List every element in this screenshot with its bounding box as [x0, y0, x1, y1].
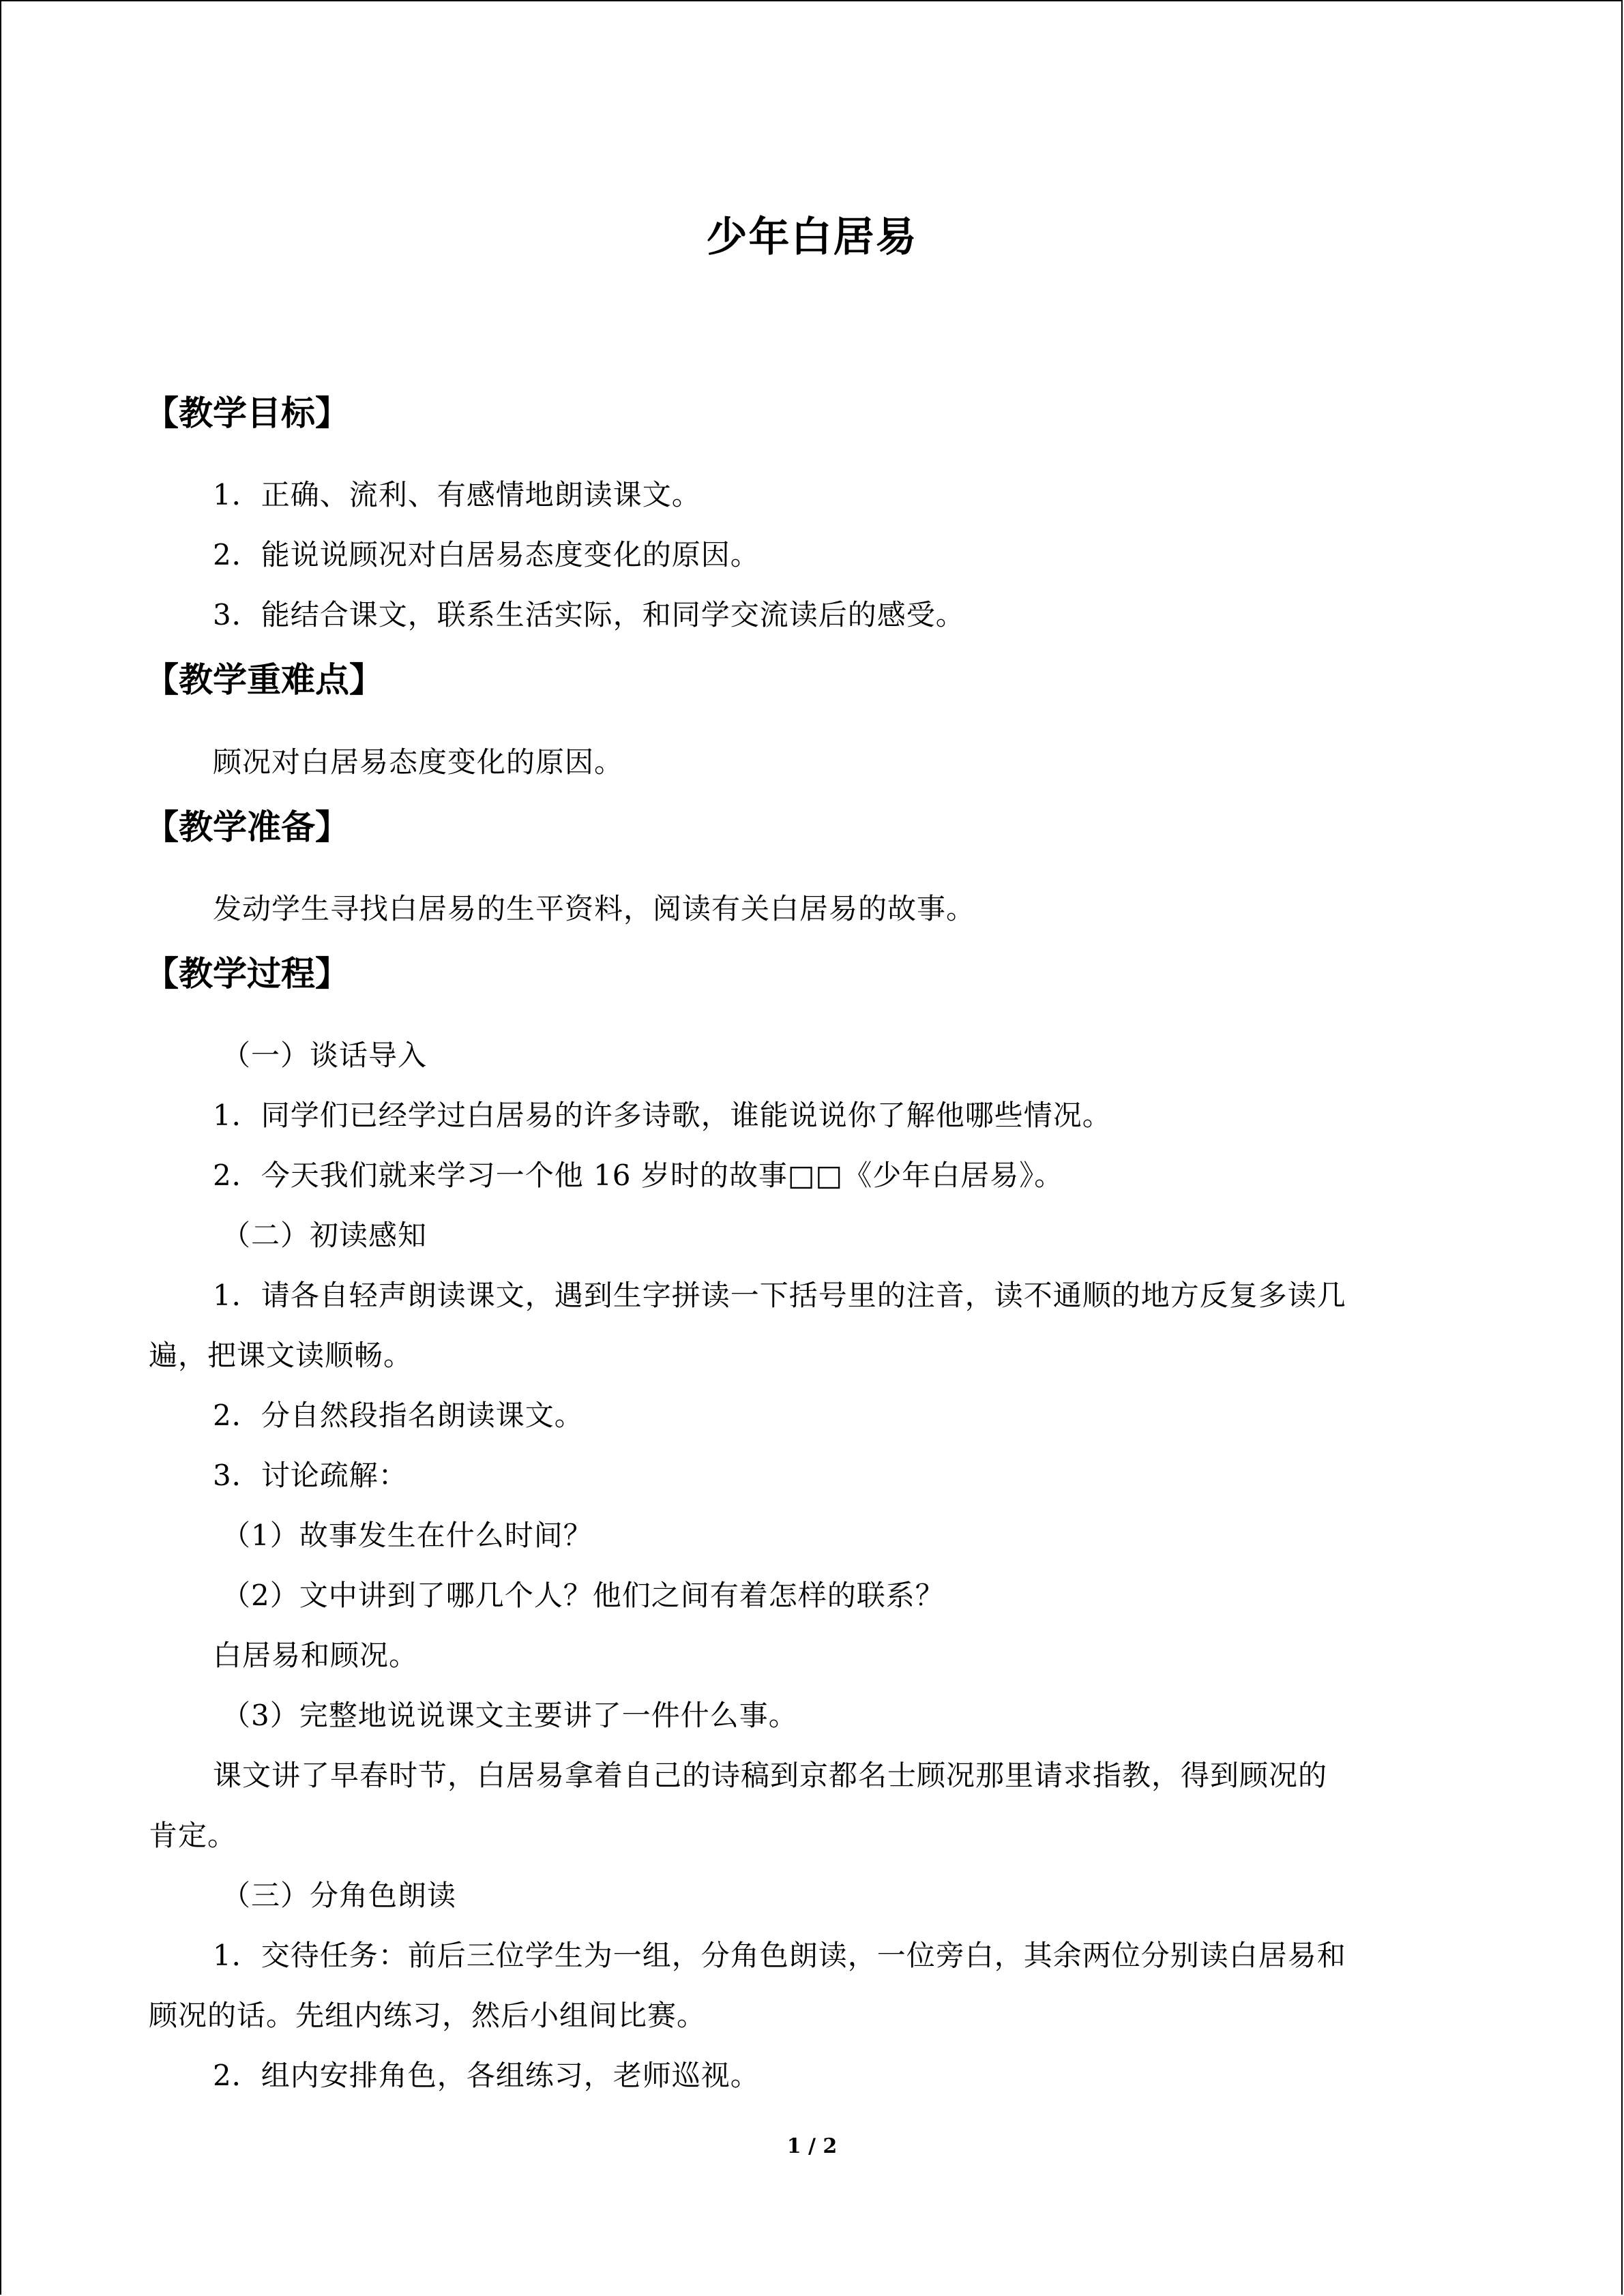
process-line: 1．交待任务：前后三位学生为一组，分角色朗读，一位旁白，其余两位分别读白居易和	[213, 1939, 1346, 1972]
key-points-text: 顾况对白居易态度变化的原因。	[213, 745, 624, 779]
process-line: 3．讨论疏解：	[213, 1459, 408, 1492]
goal-item: 3．能结合课文，联系生活实际，和同学交流读后的感受。	[213, 598, 965, 631]
process-subheading: （三）分角色朗读	[222, 1879, 457, 1912]
section-heading-process: 【教学过程】	[145, 954, 349, 994]
section-heading-key-points: 【教学重难点】	[145, 660, 383, 700]
process-question: （2）文中讲到了哪几个人？他们之间有着怎样的联系？	[222, 1579, 945, 1612]
goal-item: 1．正确、流利、有感情地朗读课文。	[213, 478, 701, 511]
preparation-text: 发动学生寻找白居易的生平资料，阅读有关白居易的故事。	[213, 892, 976, 925]
section-heading-preparation: 【教学准备】	[145, 807, 349, 847]
process-line: 2．今天我们就来学习一个他 16 岁时的故事□□《少年白居易》。	[213, 1159, 1064, 1192]
page-number: 1 / 2	[786, 2134, 838, 2158]
process-line: 2．分自然段指名朗读课文。	[213, 1399, 584, 1432]
goal-item: 2．能说说顾况对白居易态度变化的原因。	[213, 538, 760, 571]
process-subheading: （二）初读感知	[222, 1219, 428, 1252]
process-answer: 白居易和顾况。	[213, 1639, 419, 1672]
process-answer: 肯定。	[149, 1819, 237, 1852]
process-line: 1．同学们已经学过白居易的许多诗歌，谁能说说你了解他哪些情况。	[213, 1099, 1112, 1132]
section-heading-goals: 【教学目标】	[145, 393, 349, 433]
process-line: 1．请各自轻声朗读课文，遇到生字拼读一下括号里的注音，读不通顺的地方反复多读几	[213, 1279, 1346, 1312]
process-question: （1）故事发生在什么时间？	[222, 1519, 593, 1552]
process-answer: 课文讲了早春时节，白居易拿着自己的诗稿到京都名士顾况那里请求指教，得到顾况的	[213, 1759, 1328, 1792]
process-line: 顾况的话。先组内练习，然后小组间比赛。	[149, 1999, 707, 2032]
process-question: （3）完整地说说课文主要讲了一件什么事。	[222, 1699, 798, 1732]
document-title: 少年白居易	[706, 213, 918, 261]
process-line: 遍，把课文读顺畅。	[149, 1339, 413, 1372]
process-subheading: （一）谈话导入	[222, 1039, 428, 1072]
process-line: 2．组内安排角色，各组练习，老师巡视。	[213, 2059, 760, 2092]
